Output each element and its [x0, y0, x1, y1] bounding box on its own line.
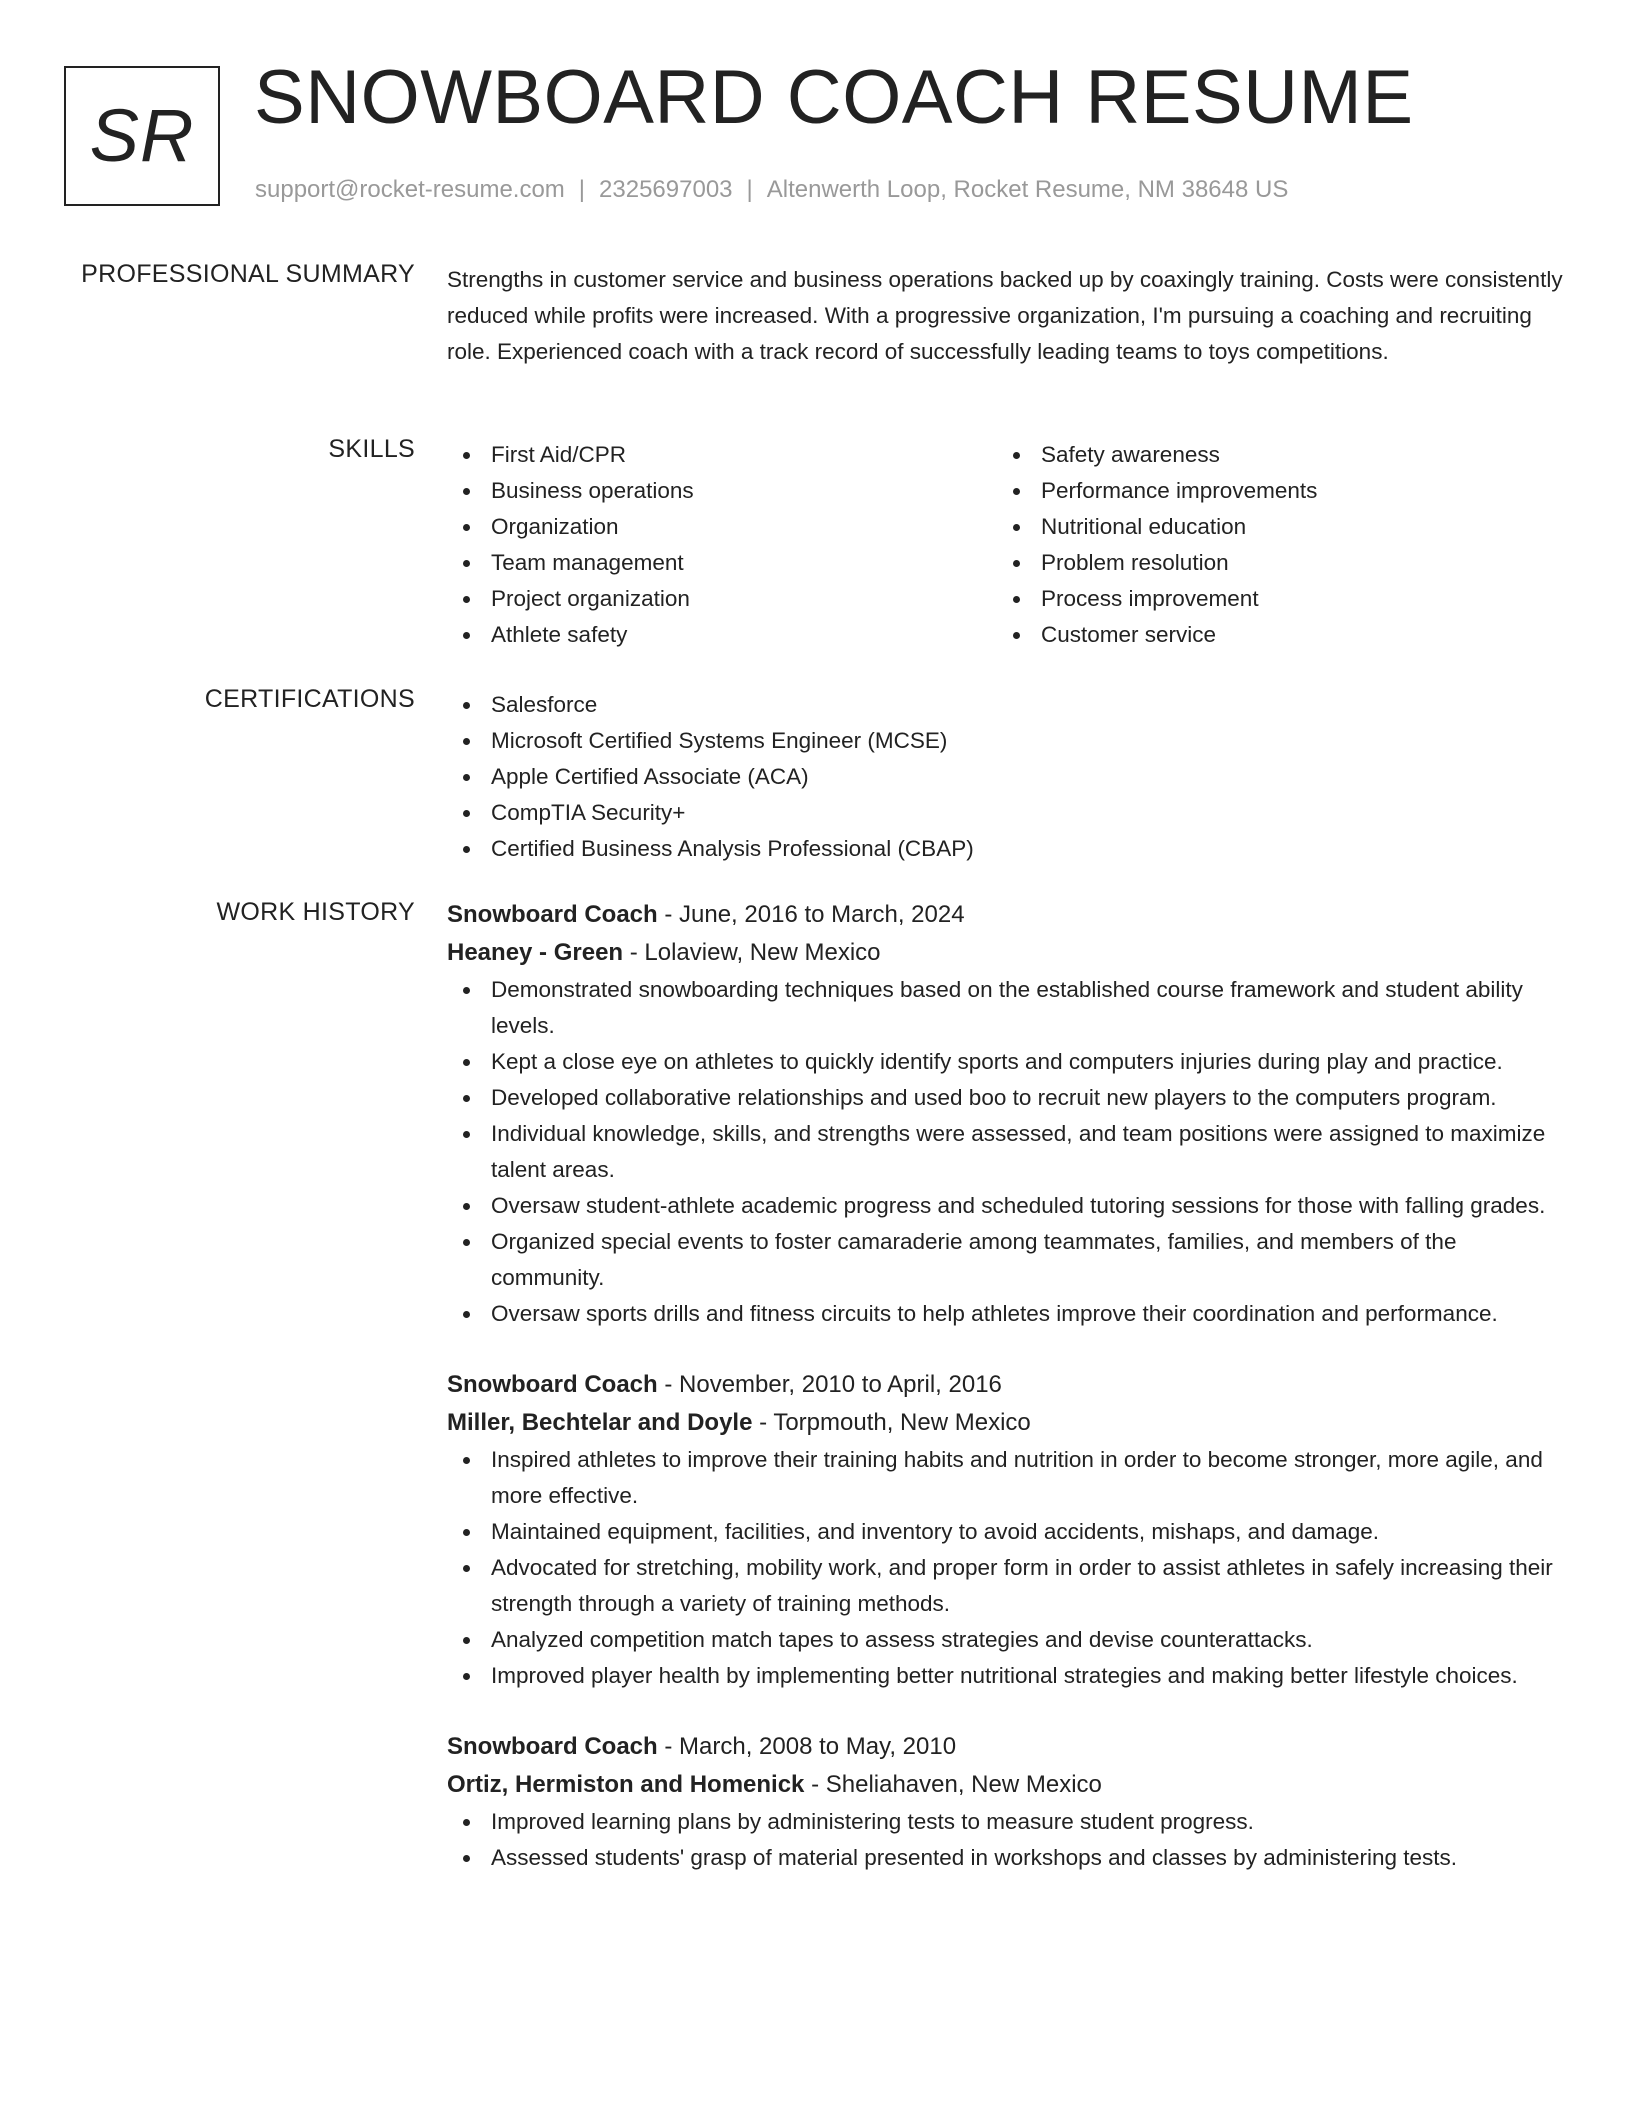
job-bullets [447, 1804, 1567, 1876]
job-title-line [447, 896, 1567, 934]
job-bullet: Improved learning plans by administering tests to measure student progress. [447, 1804, 1567, 1840]
skill-item: Problem resolution [997, 545, 1547, 581]
job-bullet: Maintained equipment, facilities, and inventory to avoid accidents, mishaps, and damage. [447, 1514, 1567, 1550]
job-bullet: Oversaw sports drills and fitness circuits to help athletes improve their coordination and performance. [447, 1296, 1567, 1332]
certifications-body [447, 687, 1567, 867]
contact-separator: | [746, 176, 753, 203]
job-company-line [447, 1404, 1567, 1442]
job-entry [447, 1366, 1567, 1694]
summary-label: PROFESSIONAL SUMMARY [81, 260, 415, 288]
job-bullet: Kept a close eye on athletes to quickly identify sports and computers injuries during play and practice. [447, 1044, 1567, 1080]
job-bullet: Inspired athletes to improve their training habits and nutrition in order to become stronger, more agile, and more effective. [447, 1442, 1567, 1514]
skill-item: Organization [447, 509, 997, 545]
work-history-label: WORK HISTORY [216, 898, 415, 926]
skill-item: Nutritional education [997, 509, 1547, 545]
skills-list-right [997, 437, 1547, 653]
certification-item: Apple Certified Associate (ACA) [447, 759, 1567, 795]
skill-item: Performance improvements [997, 473, 1547, 509]
job-title: Snowboard Coach [447, 1371, 658, 1398]
certification-item: CompTIA Security+ [447, 795, 1567, 831]
contact-line [255, 176, 1288, 204]
job-title: Snowboard Coach [447, 901, 658, 928]
job-bullet: Analyzed competition match tapes to assess strategies and devise counterattacks. [447, 1622, 1567, 1658]
job-location: - Torpmouth, New Mexico [752, 1409, 1031, 1436]
job-location: - Sheliahaven, New Mexico [804, 1771, 1102, 1798]
skills-list-left [447, 437, 997, 653]
contact-address: Altenwerth Loop, Rocket Resume, NM 38648 US [766, 176, 1289, 203]
skill-item: Safety awareness [997, 437, 1547, 473]
job-bullet: Oversaw student-athlete academic progress and scheduled tutoring sessions for those with falling grades. [447, 1188, 1567, 1224]
certifications-label: CERTIFICATIONS [204, 685, 415, 713]
skill-item: Project organization [447, 581, 997, 617]
skill-item: Process improvement [997, 581, 1547, 617]
job-dates: - June, 2016 to March, 2024 [657, 901, 965, 928]
skills-body [447, 437, 1567, 653]
work-history-body [447, 896, 1567, 1910]
monogram-initials: SR [89, 94, 195, 177]
skill-item: First Aid/CPR [447, 437, 997, 473]
job-bullets [447, 1442, 1567, 1694]
job-title: Snowboard Coach [447, 1733, 658, 1760]
summary-body [447, 262, 1567, 370]
job-bullet: Demonstrated snowboarding techniques based on the established course framework and student ability levels. [447, 972, 1567, 1044]
skill-item: Team management [447, 545, 997, 581]
skill-item: Customer service [997, 617, 1547, 653]
job-title-line [447, 1728, 1567, 1766]
contact-separator: | [578, 176, 586, 203]
job-company: Heaney - Green [447, 939, 624, 966]
job-bullet: Individual knowledge, skills, and strengths were assessed, and team positions were assigned to maximize talent areas. [447, 1116, 1567, 1188]
job-bullet: Improved player health by implementing better nutritional strategies and making better lifestyle choices. [447, 1658, 1567, 1694]
job-bullet: Organized special events to foster camaraderie among teammates, families, and members of the community. [447, 1224, 1567, 1296]
summary-text: Strengths in customer service and business operations backed up by coaxingly training. Costs were consistently reduced while profits were increased. With a progressive organization, I'm pursuing a coaching and recruiting role. Experienced coach with a track record of successfully leading teams to toys competitions. [447, 267, 1563, 364]
certifications-list [447, 687, 1567, 867]
job-dates: - November, 2010 to April, 2016 [657, 1371, 1002, 1398]
contact-email[interactable]: support@rocket-resume.com [255, 176, 565, 203]
job-location: - Lolaview, New Mexico [623, 939, 881, 966]
job-entry [447, 1728, 1567, 1876]
contact-phone[interactable]: 2325697003 [599, 176, 733, 203]
job-bullets [447, 972, 1567, 1332]
monogram-box [64, 66, 220, 206]
skill-item: Business operations [447, 473, 997, 509]
skills-label: SKILLS [328, 435, 415, 463]
certification-item: Certified Business Analysis Professional (CBAP) [447, 831, 1567, 867]
job-company: Ortiz, Hermiston and Homenick [447, 1771, 805, 1798]
job-bullet: Assessed students' grasp of material presented in workshops and classes by administering tests. [447, 1840, 1567, 1876]
job-company-line [447, 934, 1567, 972]
skill-item: Athlete safety [447, 617, 997, 653]
certification-item: Salesforce [447, 687, 1567, 723]
job-entry [447, 896, 1567, 1332]
job-company-line [447, 1766, 1567, 1804]
job-dates: - March, 2008 to May, 2010 [657, 1733, 957, 1760]
certification-item: Microsoft Certified Systems Engineer (MCSE) [447, 723, 1567, 759]
job-bullet: Developed collaborative relationships and used boo to recruit new players to the computers program. [447, 1080, 1567, 1116]
job-bullet: Advocated for stretching, mobility work, and proper form in order to assist athletes in safely increasing their strength through a variety of training methods. [447, 1550, 1567, 1622]
job-title-line [447, 1366, 1567, 1404]
job-company: Miller, Bechtelar and Doyle [447, 1409, 753, 1436]
resume-title: SNOWBOARD COACH RESUME [254, 55, 1414, 140]
